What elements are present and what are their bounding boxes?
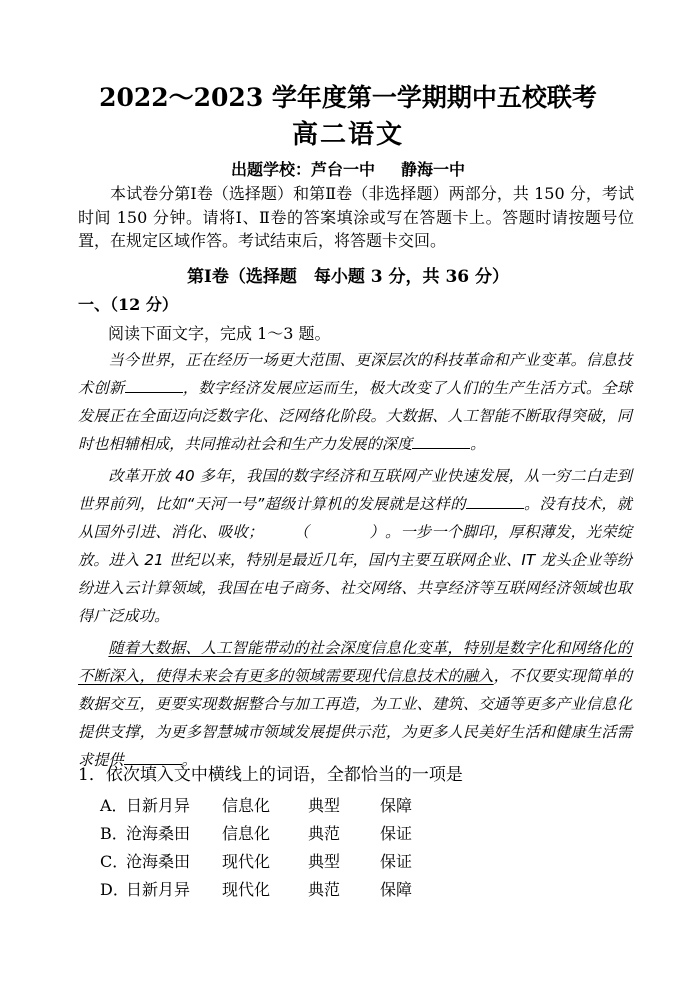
answer-blank [412, 434, 470, 449]
section-heading: 第Ⅰ卷（选择题 每小题 3 分，共 36 分） [186, 267, 510, 287]
option-d[interactable]: D． 日新月异 现代化 典范 保障 [100, 877, 440, 905]
passage-paragraph-2: 改革开放 40 多年，我国的数字经济和互联网产业快速发展，从一穷二白走到世界前列，比如“天河一号”超级计算机的发展就是这样的 。没有技术，就从国外引进、消化、吸收； （ ）。一步一个脚印，厚积薄发，光荣绽放。进入 21 世纪以来，特别是最近几年，国内主要互联网企业、IT 龙头企业等纷纷进入云计算领域，我国在电子商务、社交网络、共享经济等互联网经济领域也取得广泛成功。 [78, 467, 633, 625]
answer-options [100, 793, 440, 905]
instructions-text: 本试卷分第Ⅰ卷（选择题）和第Ⅱ卷（非选择题）两部分，共 150 分，考试时间 150 分钟。请将Ⅰ、Ⅱ卷的答案填涂或写在答题卡上。答题时请按题号位置，在规定区域作答。考试结束后，将答题卡交回。 [78, 184, 634, 250]
answer-parenthesis: （ ） [293, 523, 385, 541]
exam-title: 2022～2023 学年度第一学期期中五校联考 [99, 83, 597, 112]
reading-passage [78, 346, 632, 778]
option-a[interactable]: A． 日新月异 信息化 典型 保障 [100, 793, 440, 821]
reading-instruction: 阅读下面文字，完成 1～3 题。 [108, 324, 331, 343]
passage-paragraph-3: 随着大数据、人工智能带动的社会深度信息化变革，特别是数字化和网络化的不断深入，使得未来会有更多的领域需要现代信息技术的融入，不仅要实现简单的数据交互，更要实现数据整合与加工再造，为工业、建筑、交通等更多产业信息化提供支撑，为更多智慧城市领域发展提供示范，为更多人民美好生活和健康生活需求提供 。 [78, 639, 633, 769]
option-letter: C． [100, 852, 129, 871]
school-name-2: 静海一中 [401, 160, 466, 179]
school-line [0, 157, 696, 180]
underlined-sentence: 随着大数据、人工智能带动的社会深度信息化变革，特别是数字化和网络化的不断深入，使得未来会有更多的领域需要现代信息技术的融入 [78, 639, 632, 685]
option-letter: B． [100, 824, 128, 843]
option-c[interactable]: C． 沧海桑田 现代化 典型 保证 [100, 849, 440, 877]
part-label: 一、（12 分） [78, 295, 178, 314]
subject-title: 高二语文 [291, 120, 404, 150]
option-letter: A． [100, 796, 128, 815]
question-1: 1．依次填入文中横线上的词语，全都恰当的一项是 [78, 765, 463, 785]
exam-instructions [78, 182, 634, 253]
option-letter: D． [100, 880, 129, 899]
option-b[interactable]: B． 沧海桑田 信息化 典范 保证 [100, 821, 440, 849]
answer-blank [125, 378, 183, 393]
school-label: 出题学校：芦台一中 [230, 160, 375, 179]
answer-blank [466, 494, 524, 509]
passage-paragraph-1: 当今世界，正在经历一场更大范围、更深层次的科技革命和产业变革。信息技术创新 ，数字经济发展应运而生，极大改变了人们的生产生活方式。全球发展正在全面迈向泛数字化、泛网络化阶段。大数据、人工智能不断取得突破，同时也相辅相成，共同推动社会和生产力发展的深度 。 [78, 351, 632, 453]
